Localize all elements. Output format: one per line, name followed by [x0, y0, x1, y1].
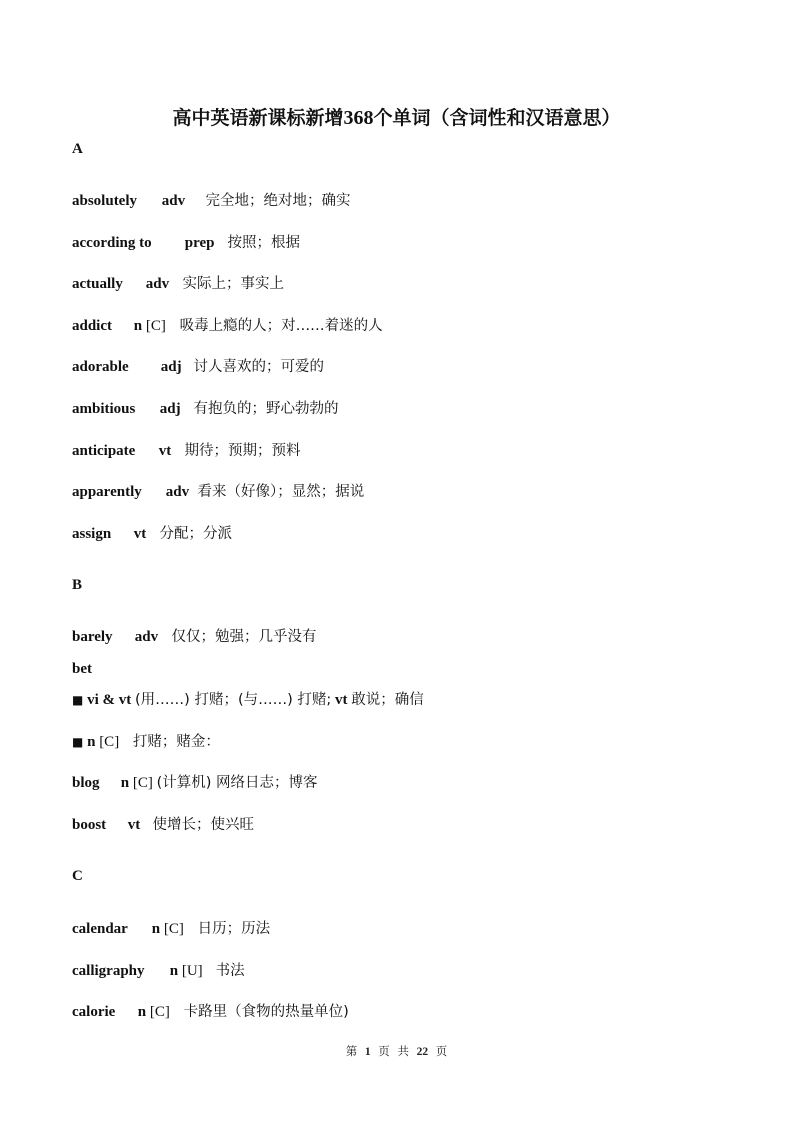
- entry-pos: adv: [134, 629, 159, 645]
- footer-label-of: 页 共: [378, 1044, 409, 1058]
- vocab-entry: [72, 357, 324, 377]
- entry-pos: adv: [145, 276, 170, 292]
- vocab-entry: [72, 961, 245, 981]
- entry-pos: n: [137, 1004, 147, 1020]
- entry-definition: 期待；预期；预料: [184, 443, 301, 459]
- vocab-entry: [72, 482, 364, 502]
- entry-definition: (用……) 打赌；(与……) 打赌;: [135, 692, 332, 708]
- entry-definition: 吸毒上瘾的人；对……着迷的人: [179, 318, 383, 334]
- vocab-sense: [72, 690, 424, 710]
- entry-pos: adj: [160, 359, 182, 375]
- vocab-entry: [72, 399, 339, 419]
- entry-pos: vt: [158, 443, 172, 459]
- entry-pos: n: [151, 921, 161, 937]
- entry-definition: 使增长；使兴旺: [152, 817, 254, 833]
- entry-word: boost: [72, 817, 107, 833]
- entry-tag: [C]: [145, 318, 166, 334]
- entry-word: bet: [72, 661, 92, 677]
- entry-tag: [C]: [99, 734, 120, 750]
- entry-definition: 仅仅；勉强；几乎没有: [171, 629, 317, 645]
- section-letter-b: B: [72, 577, 83, 593]
- entry-word: anticipate: [72, 443, 136, 459]
- entry-pos: adv: [161, 193, 186, 209]
- bullet-square-icon: ■: [72, 735, 84, 749]
- entry-word: absolutely: [72, 193, 138, 209]
- vocab-entry: [72, 316, 383, 336]
- entry-pos: adj: [159, 401, 181, 417]
- footer-total-pages: 22: [416, 1046, 429, 1058]
- vocab-entry: [72, 773, 318, 793]
- vocab-sense: [72, 732, 220, 752]
- title-number: 368: [343, 107, 374, 129]
- entry-definition: 分配；分派: [159, 526, 232, 542]
- footer-label-page: 第: [345, 1044, 358, 1058]
- vocab-entry: [72, 441, 301, 461]
- entry-pos: vi & vt: [87, 692, 132, 708]
- entry-pos: vt: [133, 526, 147, 542]
- footer-label-end: 页: [435, 1044, 448, 1058]
- entry-pos: n: [133, 318, 143, 334]
- title-prefix: 高中英语新课标新增: [172, 107, 344, 129]
- vocab-entry: [72, 524, 232, 544]
- entry-pos-secondary: vt: [335, 692, 348, 708]
- entry-tag: [U]: [181, 963, 203, 979]
- entry-word: calligraphy: [72, 963, 145, 979]
- vocab-entry: [72, 815, 254, 835]
- entry-definition: 完全地；绝对地；确实: [205, 193, 351, 209]
- entry-definition: 按照；根据: [227, 235, 300, 251]
- vocab-entry: [72, 274, 284, 294]
- entry-word: barely: [72, 629, 113, 645]
- page-title: [0, 103, 793, 130]
- entry-word: addict: [72, 318, 113, 334]
- entry-word: actually: [72, 276, 123, 292]
- title-suffix: 个单词（含词性和汉语意思）: [373, 107, 621, 129]
- entry-definition: 实际上；事实上: [182, 276, 284, 292]
- entry-tag: [C]: [149, 1004, 170, 1020]
- vocab-entry: [72, 233, 300, 253]
- entry-definition: 书法: [215, 963, 245, 979]
- vocab-entry: [72, 1002, 349, 1022]
- entry-pos: n: [87, 734, 96, 750]
- entry-pos: n: [120, 775, 130, 791]
- entry-word: ambitious: [72, 401, 136, 417]
- entry-pos: adv: [165, 484, 190, 500]
- entry-definition: 讨人喜欢的；可爱的: [193, 359, 324, 375]
- entry-word: blog: [72, 775, 100, 791]
- entry-definition-secondary: 敢说；确信: [351, 692, 424, 708]
- entry-word: apparently: [72, 484, 142, 500]
- entry-word: calorie: [72, 1004, 116, 1020]
- vocab-entry: [72, 919, 270, 939]
- vocab-entry: [72, 659, 92, 679]
- entry-word: adorable: [72, 359, 129, 375]
- entry-pos: vt: [127, 817, 141, 833]
- vocab-entry: [72, 191, 351, 211]
- bullet-square-icon: ■: [72, 693, 84, 707]
- entry-definition: 日历；历法: [197, 921, 271, 937]
- footer-current-page: 1: [364, 1046, 371, 1058]
- entry-definition: 卡路里（食物的热量单位): [183, 1004, 349, 1020]
- section-letter-c: C: [72, 868, 83, 884]
- entry-word: according to: [72, 235, 152, 251]
- entry-tag: [C]: [132, 775, 153, 791]
- entry-definition: 打赌；赌金：: [132, 734, 220, 750]
- entry-definition: (计算机) 网络日志；博客: [156, 775, 318, 791]
- section-letter-a: A: [72, 141, 83, 157]
- page-footer: [0, 1043, 793, 1059]
- entry-definition: 看来（好像）；显然；据说: [197, 484, 365, 500]
- vocab-entry: [72, 627, 317, 647]
- entry-word: calendar: [72, 921, 128, 937]
- entry-definition: 有抱负的；野心勃勃的: [193, 401, 339, 417]
- entry-tag: [C]: [163, 921, 184, 937]
- entry-word: assign: [72, 526, 112, 542]
- entry-pos: prep: [184, 235, 215, 251]
- entry-pos: n: [169, 963, 179, 979]
